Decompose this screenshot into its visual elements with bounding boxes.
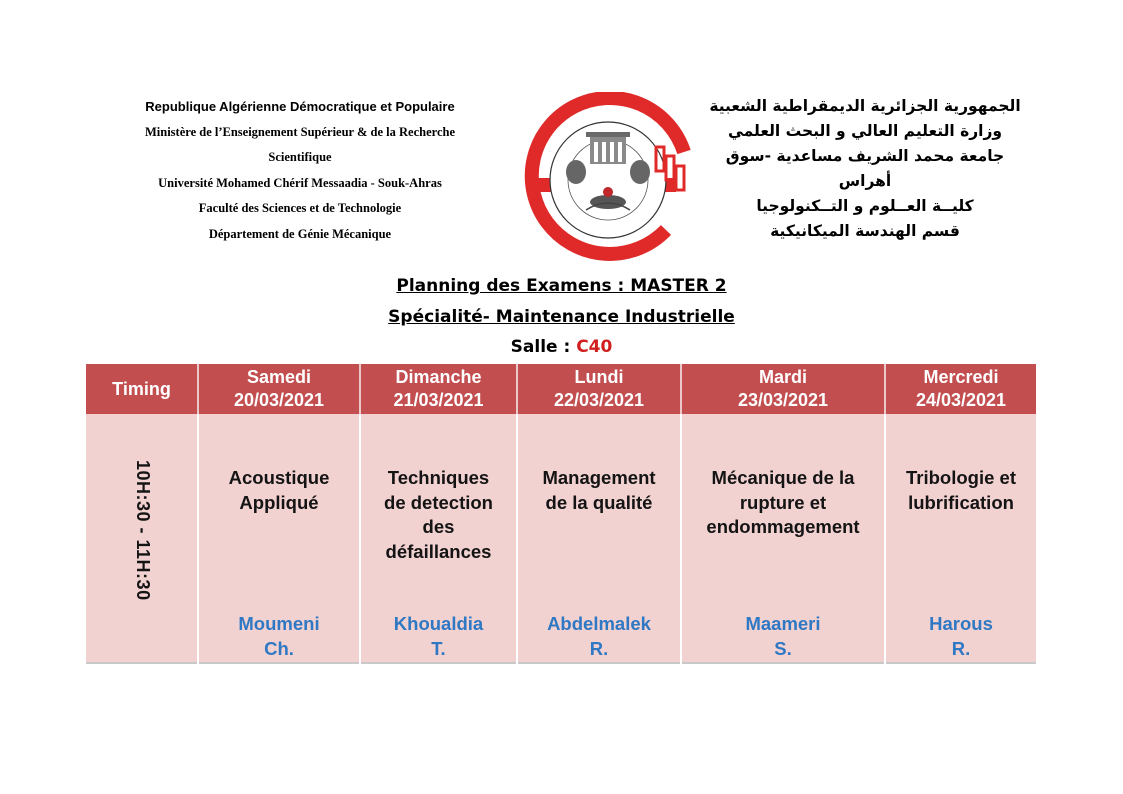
university-logo — [516, 92, 702, 267]
teacher-name — [361, 612, 516, 661]
header-fr-line2: Ministère de l’Enseignement Supérieur & de la Recherche — [144, 124, 456, 139]
subject-line: des — [422, 516, 455, 537]
teacher-line: Moumeni — [238, 613, 320, 634]
subject-name — [361, 466, 516, 564]
header-ar-line4: كليــة العــلوم و التــكنولوجيا — [756, 197, 974, 215]
teacher-line: Ch. — [264, 637, 294, 659]
subject-line: Management — [542, 467, 656, 488]
subject-name — [518, 466, 680, 515]
subject-line: Techniques — [387, 467, 490, 488]
subject-name — [682, 466, 884, 540]
header-fr-line3: Scientifique — [268, 150, 332, 164]
day-header — [885, 364, 1036, 414]
header-french — [100, 94, 500, 247]
exam-cell — [517, 414, 681, 663]
salle-label: Salle : — [510, 337, 577, 357]
day-date: 21/03/2021 — [393, 390, 484, 410]
subject-line: de detection — [384, 491, 493, 513]
header-ar-line3: جامعة محمد الشريف مساعدية -سوق أهراس — [725, 147, 1005, 190]
exam-cell — [198, 414, 360, 663]
day-date: 23/03/2021 — [737, 390, 829, 410]
subject-line: rupture et — [739, 491, 827, 513]
day-date: 20/03/2021 — [233, 390, 325, 410]
subject-line: lubrification — [908, 491, 1014, 513]
day-header — [681, 364, 885, 414]
subject-line: Appliqué — [239, 491, 319, 513]
day-name: Samedi — [246, 367, 312, 387]
day-name: Mardi — [758, 367, 807, 387]
teacher-line: Abdelmalek — [547, 613, 651, 634]
teacher-line: S. — [774, 637, 792, 659]
day-name: Mercredi — [923, 367, 999, 387]
table-row — [86, 414, 1036, 663]
exam-cell — [885, 414, 1036, 663]
exam-cell — [360, 414, 517, 663]
table-header-row — [86, 364, 1036, 414]
subject-line: Acoustique — [228, 467, 330, 488]
teacher-line: R. — [589, 637, 609, 659]
teacher-line: R. — [951, 637, 971, 659]
day-date: 22/03/2021 — [553, 390, 645, 410]
day-name: Lundi — [574, 367, 624, 387]
teacher-name — [199, 612, 359, 661]
subject-line: de la qualité — [545, 491, 653, 513]
exam-cell — [681, 414, 885, 663]
subject-line: Tribologie et — [906, 467, 1016, 488]
header-arabic — [700, 94, 1030, 244]
subject-name — [886, 466, 1036, 515]
timing-header: Timing — [86, 364, 198, 414]
exam-schedule-table — [86, 364, 1036, 664]
day-date: 24/03/2021 — [915, 390, 1007, 410]
salle-line — [0, 337, 1123, 357]
subject-line: endommagement — [706, 516, 860, 537]
teacher-name — [682, 612, 884, 661]
teacher-line: Harous — [929, 613, 993, 634]
specialite-title: Spécialité- Maintenance Industrielle — [388, 307, 735, 327]
teacher-line: Maameri — [745, 613, 821, 634]
subject-line: défaillances — [385, 540, 492, 562]
salle-value: C40 — [576, 337, 613, 357]
day-header — [517, 364, 681, 414]
header-ar-line1: الجمهورية الجزائرية الديمقراطية الشعبية — [709, 97, 1021, 115]
timing-cell — [86, 414, 198, 663]
day-header — [360, 364, 517, 414]
planning-title: Planning des Examens : MASTER 2 — [396, 276, 727, 296]
header-fr-line4: Université Mohamed Chérif Messaadia - Souk-Ahras — [158, 175, 442, 190]
logo-emblem-icon — [516, 92, 702, 267]
teacher-name — [886, 612, 1036, 661]
day-header — [198, 364, 360, 414]
header-fr-line5: Faculté des Sciences et de Technologie — [198, 201, 402, 215]
timing-value: 10H:30 - 11H:30 — [133, 460, 153, 601]
teacher-line: Khoualdia — [393, 613, 484, 634]
teacher-line: T. — [431, 637, 446, 659]
day-name: Dimanche — [395, 367, 482, 387]
header-ar-line5: قسم الهندسة الميكانيكية — [770, 222, 960, 240]
header-ar-line2: وزارة التعليم العالي و البحث العلمي — [727, 122, 1003, 140]
teacher-name — [518, 612, 680, 661]
header-fr-line1: Republique Algérienne Démocratique et Populaire — [145, 99, 455, 114]
subject-line: Mécanique de la — [711, 467, 855, 488]
header-fr-line6: Département de Génie Mécanique — [208, 226, 392, 241]
subject-name — [199, 466, 359, 515]
